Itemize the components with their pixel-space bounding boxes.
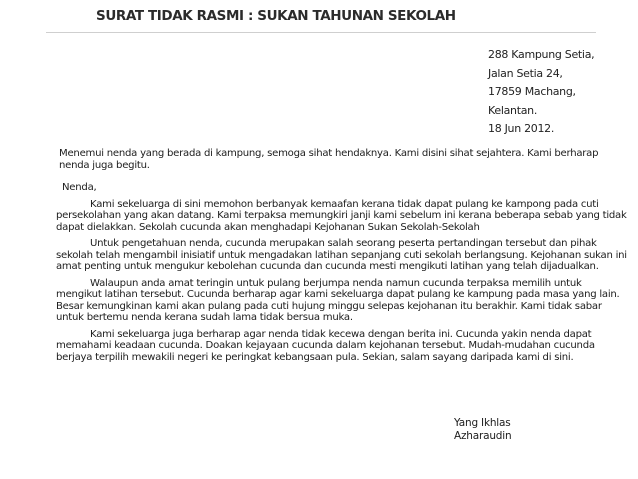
body-paragraph-3 <box>56 278 630 324</box>
address-line-street: 288 Kampung Setia, <box>488 48 595 61</box>
body-paragraph-2 <box>56 238 630 273</box>
paragraph-text: Untuk pengetahuan nenda, cucunda merupakan salah seorang peserta pertandingan tersebut dan pihak sekolah telah mengambil inisiatif untuk mengadakan latihan sepanjang cuti sekolah berlangsung. Kejohanan sukan ini amat penting untuk mengukur kebolehan cucunda dan cucunda mesti mengikuti latihan yang telah dijadualkan. <box>56 238 627 272</box>
address-line-postcode-town: 17859 Machang, <box>488 85 576 99</box>
closing-phrase: Yang Ikhlas <box>454 417 511 429</box>
letter-body <box>56 148 630 363</box>
paragraph-text: Kami sekeluarga juga berharap agar nenda tidak kecewa dengan berita ini. Cucunda yakin nenda dapat memahami keadaan cucunda. Doakan kejayaan cucunda dalam kejohanan tersebut. Mudah-mudahan cucunda berjaya terpilih mewakili negeri ke peringkat kebangsaan pula. Sekian, salam sayang daripada kami di sini. <box>56 328 595 363</box>
body-paragraph-1 <box>56 199 630 234</box>
signature-name: Azharaudin <box>454 429 512 442</box>
paragraph-text: Kami sekeluarga di sini memohon berbanyak kemaafan kerana tidak dapat pulang ke kampong pada cuti persekolahan yang akan datang. Kami terpaksa memungkiri janji kami sebelum ini kerana beberapa sebab yang tidak dapat dielakkan. Sekolah cucunda akan menghadapi Kejohanan Sukan Sekolah-Sekolah <box>56 198 627 233</box>
sender-address-block <box>488 46 628 139</box>
address-line-road: Jalan Setia 24, <box>488 66 563 80</box>
letter-title: SURAT TIDAK RASMI : SUKAN TAHUNAN SEKOLAH <box>96 8 456 24</box>
title-divider <box>46 32 596 33</box>
letter-date: 18 Jun 2012. <box>488 122 555 136</box>
address-line-state: Kelantan. <box>488 103 538 117</box>
greeting: Nenda, <box>62 182 97 193</box>
intro-paragraph: Menemui nenda yang berada di kampung, semoga sihat hendaknya. Kami disini sihat sejahtera. Kami berharap nenda juga begitu. <box>59 148 599 171</box>
letter-closing <box>454 417 624 442</box>
paragraph-text: Walaupun anda amat teringin untuk pulang berjumpa nenda namun cucunda terpaksa memilih untuk mengikut latihan tersebut. Cucunda berharap agar kami sekeluarga dapat pulang ke kampung pada masa yang lain. Besar kemungkinan kami akan pulang pada cuti hujung minggu selepas kejohanan itu berakhir. Kami tidak sabar untuk bertemu nenda kerana sudah lama tidak bersua muka. <box>56 277 620 323</box>
body-paragraph-4 <box>56 329 630 364</box>
